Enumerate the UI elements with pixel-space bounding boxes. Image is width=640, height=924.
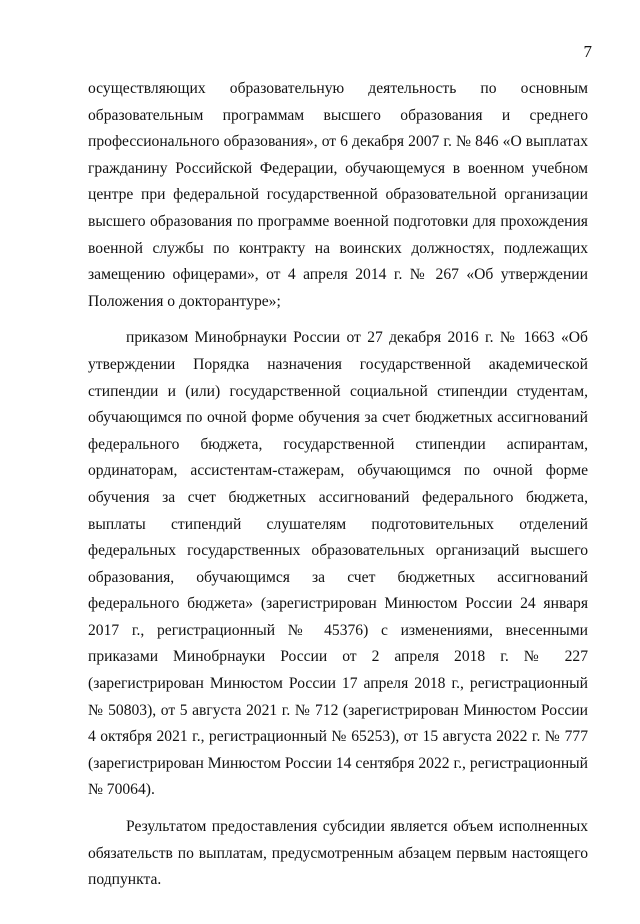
paragraph-order-list-item: приказом Минобрнауки России от 27 декабря 2016 г. № 1663 «Об утверждении Порядка назначения государственной академической стипендии и (или) государственной социальной стипендии студентам, обучающимся по очной форме обучения за счет бюджетных ассигнований федерального бюджета, государственной стипендии аспирантам, ординаторам, ассистентам-стажерам, обучающимся по очной форме обучения за счет бюджетных ассигнований федерального бюджета, выплаты стипендий слушателям подготовительных отделений федеральных государственных образовательных организаций высшего образования, обучающимся за счет бюджетных ассигнований федерального бюджета» (зарегистрирован Минюстом России 24 января 2017 г., регистрационный № 45376) с изменениями, внесенными приказами Минобрнауки России от 2 апреля 2018 г. № 227 (зарегистрирован Минюстом России 17 апреля 2018 г., регистрационный № 50803), от 5 августа 2021 г. № 712 (зарегистрирован Минюстом России 4 октября 2021 г., регистрационный № 65253), от 15 августа 2022 г. № 777 (зарегистрирован Минюстом России 14 сентября 2022 г., регистрационный № 70064). [88, 329, 588, 799]
paragraph-continuation: осуществляющих образовательную деятельность по основным образовательным программам высшего образования и среднего профессионального образования», от 6 декабря 2007 г. № 846 «О выплатах гражданину Российской Федерации, обучающемуся в военном учебном центре при федеральной государственной образовательной организации высшего образования по программе военной подготовки для прохождения военной службы по контракту на воинских должностях, подлежащих замещению офицерами», от 4 апреля 2014 г. № 267 «Об утверждении Положения о докторантуре»; [88, 80, 588, 310]
paragraph-subsidy-result: Результатом предоставления субсидии является объем исполненных обязательств по выплатам, предусмотренным абзацем первым настоящего подпункта. [88, 818, 588, 889]
page-number: 7 [583, 42, 592, 61]
document-body [88, 76, 588, 894]
